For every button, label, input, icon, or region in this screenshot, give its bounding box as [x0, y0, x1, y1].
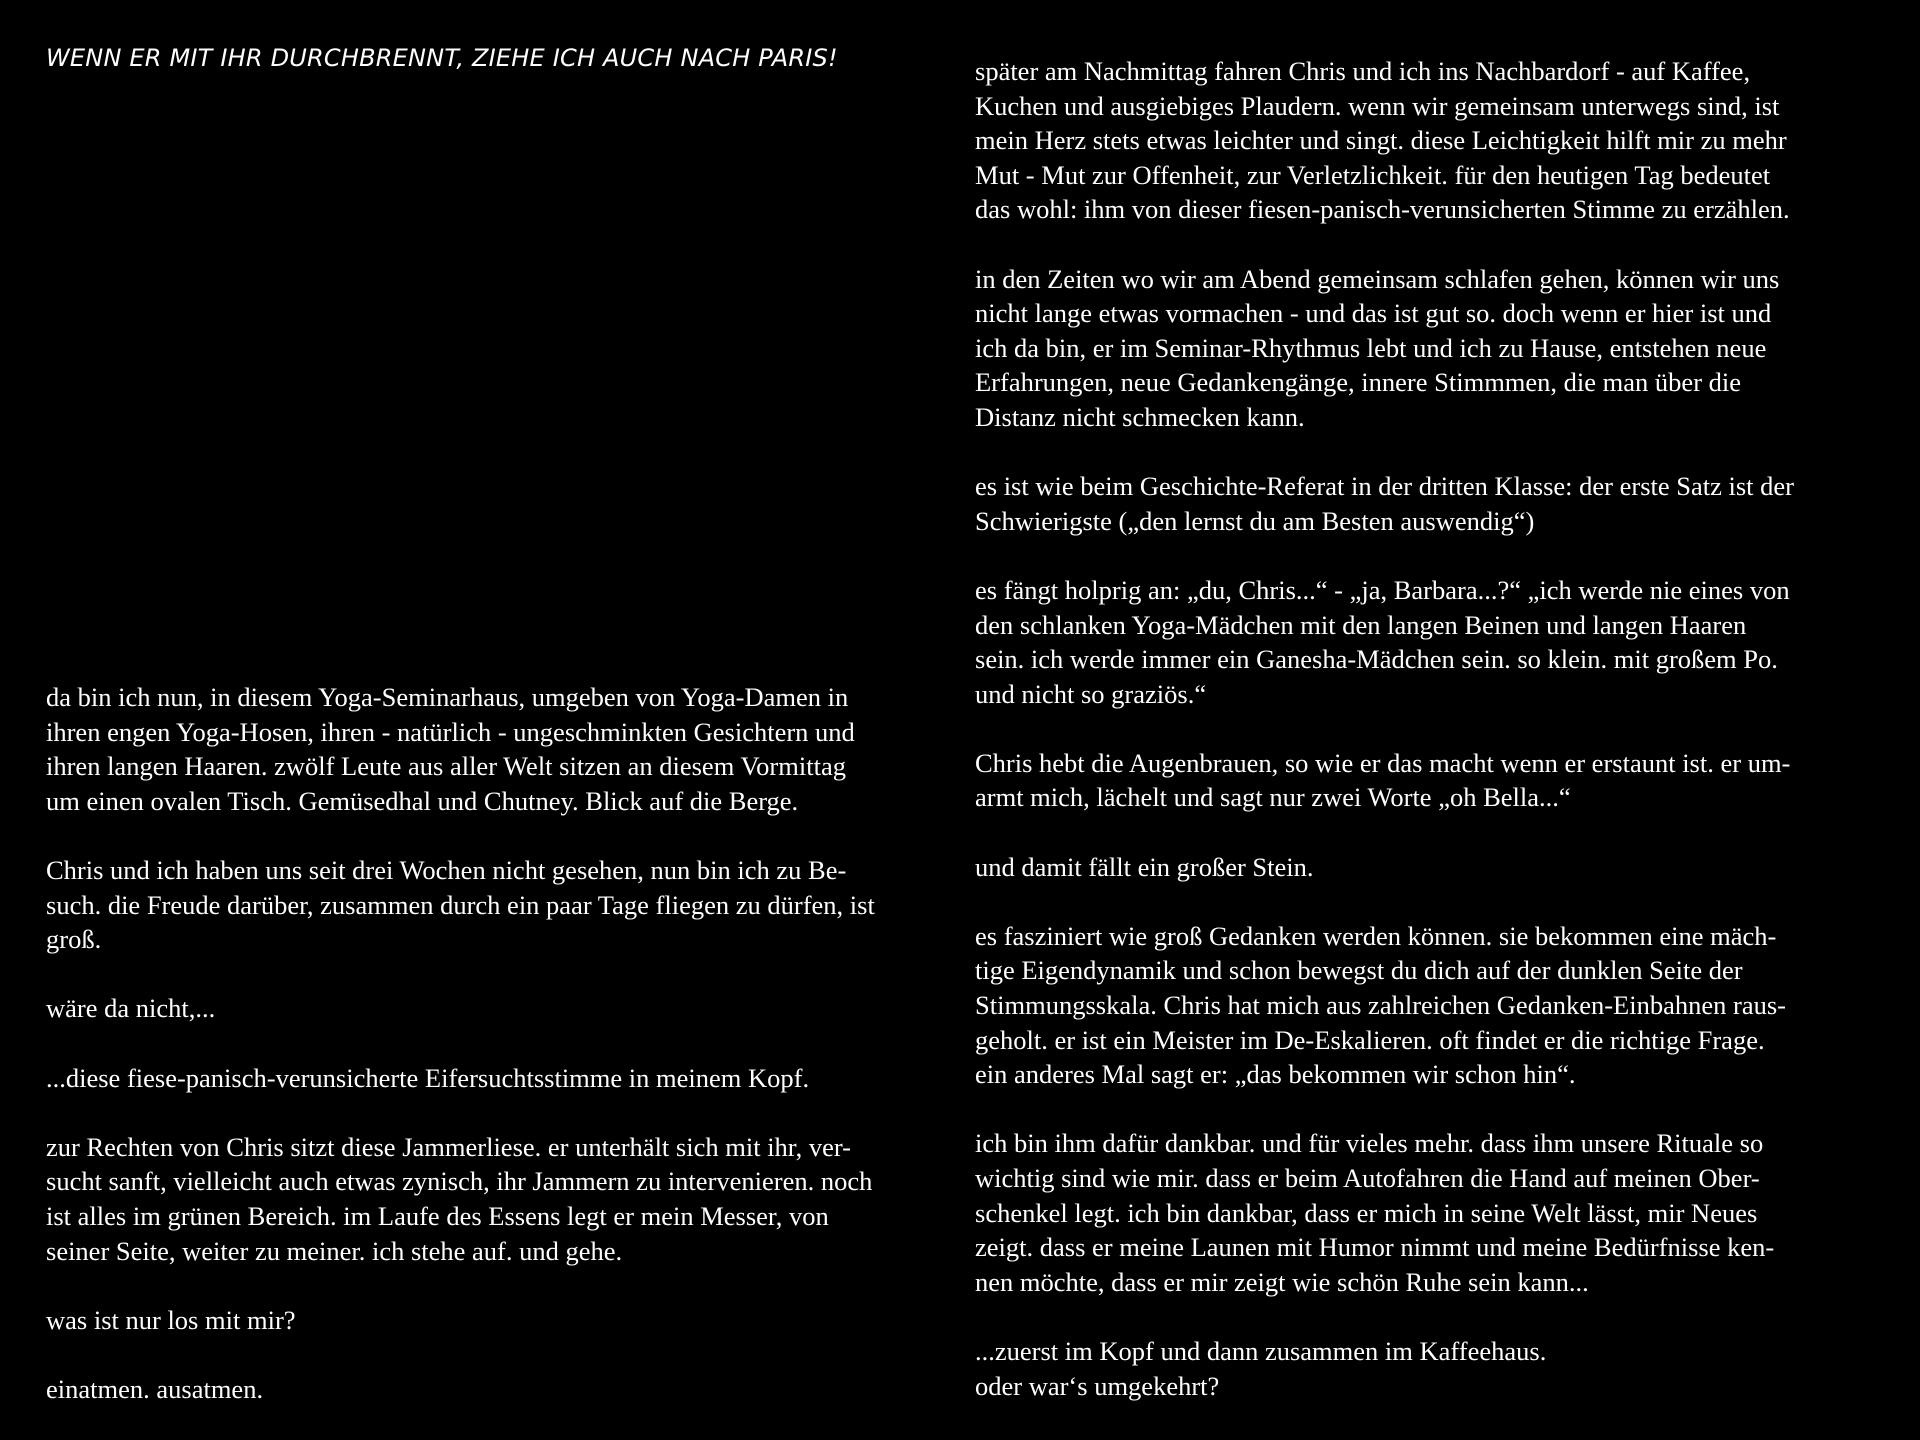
paragraph: was ist nur los mit mir? — [46, 1304, 296, 1335]
paragraph: Chris und ich haben uns seit drei Wochen nicht gesehen, nun bin ich zu Be- such. die Freude darüber, zusammen durch ein paar Tage fliegen zu dürfen, ist groß. — [46, 854, 875, 955]
right-text-column — [975, 54, 1875, 1403]
paragraph: Chris hebt die Augenbrauen, so wie er das macht wenn er erstaunt ist. er um- armt mich, lächelt und sagt nur zwei Worte „oh Bella...“ — [975, 747, 1791, 813]
paragraph: und damit fällt ein großer Stein. — [975, 851, 1314, 882]
paragraph: zur Rechten von Chris sitzt diese Jammerliese. er unterhält sich mit ihr, ver- sucht sanft, vielleicht auch etwas zynisch, ihr Jammern zu intervenieren. noch ist alles im grünen Bereich. im Laufe des Essens legt er mein Messer, von seiner Seite, weiter zu meiner. ich stehe auf. und gehe. — [46, 1131, 873, 1266]
paragraph: es fasziniert wie groß Gedanken werden können. sie bekommen eine mäch- tige Eigendynamik und schon bewegst du dich auf der dunklen Seite der Stimmungsskala. Chris hat mich aus zahlreichen Gedanken-Einbahnen raus- geholt. er ist ein Meister im De-Eskalieren. oft findet er die richtige Frage. ein anderes Mal sagt er: „das bekommen wir schon hin“. — [975, 920, 1786, 1090]
paragraph: es ist wie beim Geschichte-Referat in der dritten Klasse: der erste Satz ist der Schwierigste („den lernst du am Besten auswendig“) — [975, 471, 1795, 536]
paragraph: ...zuerst im Kopf und dann zusammen im Kaffeehaus. oder war‘s umgekehrt? — [975, 1335, 1547, 1401]
paragraph: einatmen. ausatmen. — [46, 1373, 264, 1404]
paragraph: wäre da nicht,... — [46, 993, 216, 1024]
paragraph: es fängt holprig an: „du, Chris...“ - „ja, Barbara...?“ „ich werde nie eines von den schlanken Yoga-Mädchen mit den langen Beinen und langen Haaren sein. ich werde immer ein Ganesha-Mädchen sein. so klein. mit großem Po. und nicht so graziös.“ — [975, 574, 1790, 709]
paragraph: in den Zeiten wo wir am Abend gemeinsam schlafen gehen, können wir uns nicht lange etwas vormachen - und das ist gut so. doch wenn er hier ist und ich da bin, er im Seminar-Rhythmus lebt und ich zu Hause, entstehen neue Erfahrungen, neue Gedankengänge, innere Stimmmen, die man über die Distanz nicht schmecken kann. — [975, 263, 1780, 432]
paragraph: ich bin ihm dafür dankbar. und für vieles mehr. dass ihm unsere Rituale so wichtig sind wie mir. dass er beim Autofahren die Hand auf meinen Ober- schenkel legt. ich bin dankbar, dass er mich in seine Welt lässt, mir Neues zeigt. dass er meine Launen mit Humor nimmt und meine Bedürfnisse ken- nen möchte, dass er mir zeigt wie schön Ruhe sein kann... — [975, 1128, 1775, 1297]
page-title: WENN ER MIT IHR DURCHBRENNT, ZIEHE ICH AUCH NACH PARIS! — [46, 44, 838, 72]
left-text-column — [46, 680, 946, 1406]
paragraph: ...diese fiese-panisch-verunsicherte Eifersuchtsstimme in meinem Kopf. — [46, 1062, 810, 1093]
paragraph: später am Nachmittag fahren Chris und ich ins Nachbardorf - auf Kaffee, Kuchen und ausgiebiges Plaudern. wenn wir gemeinsam unterwegs sind, ist mein Herz stets etwas leichter und singt. diese Leichtigkeit hilft mir zu mehr Mut - Mut zur Offenheit, zur Verletzlichkeit. für den heutigen Tag bedeutet das wohl: ihm von dieser fiesen-panisch-verunsicherten Stimme zu erzählen. — [975, 56, 1790, 225]
paragraph: da bin ich nun, in diesem Yoga-Seminarhaus, umgeben von Yoga-Damen in ihren engen Yoga-Hosen, ihren - natürlich - ungeschminkten Gesichtern und ihren langen Haaren. zwölf Leute aus aller Welt sitzen an diesem Vormittag um einen ovalen Tisch. Gemüsedhal und Chutney. Blick auf die Berge. — [46, 682, 855, 816]
